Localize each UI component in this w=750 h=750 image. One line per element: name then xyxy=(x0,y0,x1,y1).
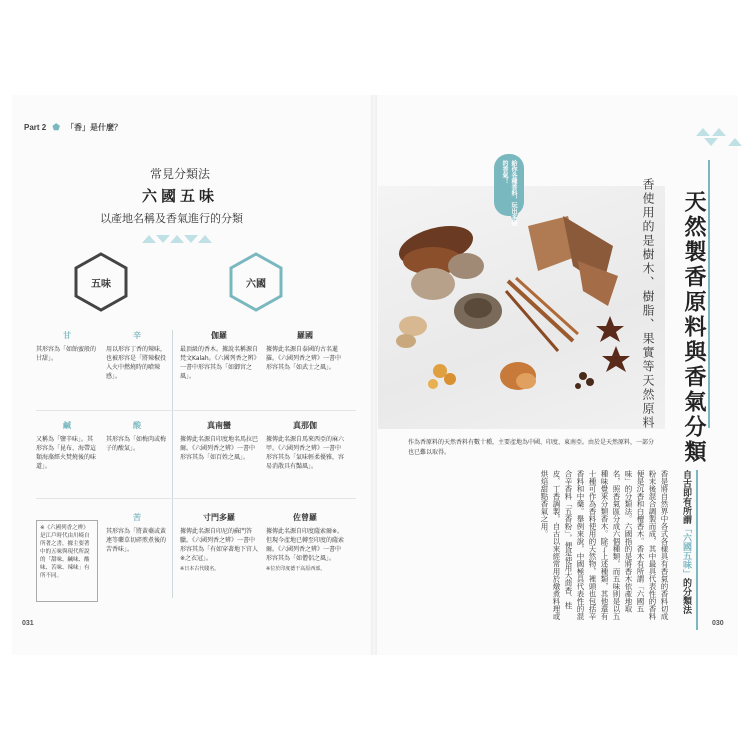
triangle-icon xyxy=(728,138,742,146)
country-name: 伽羅 xyxy=(211,331,227,340)
footnote: ※位於印度德干高原西部。 xyxy=(266,566,326,572)
country-text: 據傳此名源自泰國的古名暹羅。《六國列香之辨》一書中形容其為「如武士之風」。 xyxy=(266,346,342,371)
country-name: 寸門多羅 xyxy=(203,513,235,522)
page-title: 天然製香原料與香氣分類 xyxy=(681,190,706,465)
section-title-part: 的分類法 xyxy=(681,578,691,614)
country-item xyxy=(266,420,344,471)
column-divider xyxy=(172,330,173,598)
page-header xyxy=(24,122,122,133)
country-item xyxy=(180,420,258,462)
section-label: 「香」是什麼？ xyxy=(66,123,123,132)
note-box: ※《六國列香之辨》是江戶時代由川崎自所著之書，據主要著中的五味與現代所說的「甜味、鹹味、酸味、苦味、辣味」有所不同。 xyxy=(36,520,98,602)
flavor-item xyxy=(36,420,98,471)
country-name: 真南蠻 xyxy=(207,421,231,430)
triangle-icon xyxy=(198,235,212,243)
hexagon-label: 五味 xyxy=(91,278,111,290)
row-divider xyxy=(36,410,356,411)
flavor-name: 酸 xyxy=(133,421,141,430)
flavor-item xyxy=(106,420,168,453)
country-name: 佐曾羅 xyxy=(293,513,317,522)
section-title-highlight: 「六國五味」 xyxy=(681,524,691,578)
flavor-text: 其形容為「將黃蘗或黃連等藥草切碎煎煮後的苦香味」。 xyxy=(106,528,167,553)
flavor-item xyxy=(106,512,168,554)
triangle-icon xyxy=(184,235,198,243)
photo-caption: 作為香原料的天然香料有數十種，主要產地為中國、印度、東南亞。由於是天然原料，一部分也已難以取得。 xyxy=(408,439,655,456)
page-number-right: 030 xyxy=(712,620,724,627)
section-title xyxy=(680,470,693,614)
bubble-text: 給你各種香料，玩出多變的香氣！ xyxy=(501,160,517,226)
body-text: 香是將自然界中各式各樣具有香氣的香料切成粉末後混合調製而成，其中最具代表性的香料便是沉香和白檀香木。香木有所謂「六國五味」的分類法。六國指的是將香木依產地取名，照香氣區分成六個種類，而五味則是以五種味覺來分類香木。除了上述種類，其他還有十種可作為香料使用的天然物，裡頭也包括辛香料和中藥。舉例來說，中國極具代表性的混合辛香料「五香粉」，便是使用大茴香、桂皮、丁香調製，自古以來經常用於燉煮料理或烘焙甜點香氣之用。 xyxy=(540,470,669,620)
hexagon-liuguo xyxy=(229,252,283,312)
country-text: 據傳此名源自印度地名馬拉巴爾。《六國列香之辨》一書中形容其為「如百姓之風」。 xyxy=(180,436,259,461)
flavor-item xyxy=(106,330,168,381)
book-gutter xyxy=(371,95,377,655)
page-subtitle: 香使用的是樹木、樹脂、果實等天然原料 xyxy=(641,178,655,430)
flavor-name: 甘 xyxy=(63,331,71,340)
hexagon-label: 六國 xyxy=(246,278,266,290)
triangle-icon xyxy=(712,128,726,136)
triangle-icon xyxy=(696,128,710,136)
flavor-text: 其形容為「如梅肉或梅子的酸氣」。 xyxy=(106,436,167,452)
speech-bubble xyxy=(490,150,532,226)
triangle-icon xyxy=(170,235,184,243)
country-text: 最頂級的香木。據說名稱源自梵文Kalah。《六國列香之辨》一書中形容其為「如御宮之風」。 xyxy=(180,346,259,380)
triangle-icon xyxy=(156,235,170,243)
category-subtitle: 常見分類法 xyxy=(150,167,211,181)
hexagon-wuwei xyxy=(74,252,128,312)
triangle-icon xyxy=(704,138,718,146)
country-text: 據傳此名源自印尼的蘇門答臘。《六國列香之辨》一書中形容其為「有如穿著地下官人※之衣冠」。 xyxy=(180,528,259,562)
category-title: 六國五味 xyxy=(142,187,219,205)
pentagon-icon: ⬟ xyxy=(52,122,61,133)
country-text: 據傳此名源自馬來西亞的麻六甲。《六國列香之辨》一書中形容其為「氣味輕柔優雅，容易消散具有豔風」。 xyxy=(266,436,345,470)
category-description: 以產地名稱及香氣進行的分類 xyxy=(100,212,243,225)
flavor-text: 用以形容丁香的辣味，也被形容是「將辣椒投入火中燃燒時的嗆辣感」。 xyxy=(106,346,167,380)
footnote: ※日本古代賤名。 xyxy=(180,566,220,572)
country-item xyxy=(266,330,344,372)
country-name: 真那伽 xyxy=(293,421,317,430)
triangle-icon xyxy=(142,235,156,243)
flavor-name: 辛 xyxy=(133,331,141,340)
flavor-name: 苦 xyxy=(133,513,141,522)
page-number-left: 031 xyxy=(22,620,34,627)
country-item xyxy=(180,330,258,381)
section-title-part: 自古即有所謂 xyxy=(681,470,691,524)
country-item xyxy=(266,512,344,572)
country-text: 據傳此名源自印度薩索爾※。但現今產地已轉至印度的薩索爾。《六國列香之辨》一書中形容其為「如僧侶之風」。 xyxy=(266,528,345,562)
flavor-name: 鹹 xyxy=(63,421,71,430)
row-divider xyxy=(36,498,356,499)
flavor-text: 又稱為「鹽辛味」。其形容為「昆布、海帶這類海藻經火焚燒後的味道」。 xyxy=(36,436,97,470)
part-label: Part 2 xyxy=(24,123,47,132)
flavor-text: 其形容為「如飴蜜般的甘甜」。 xyxy=(36,346,97,362)
flavor-item xyxy=(36,330,98,363)
section-accent-bar xyxy=(696,470,698,630)
country-name: 羅國 xyxy=(297,331,313,340)
country-item xyxy=(180,512,258,572)
